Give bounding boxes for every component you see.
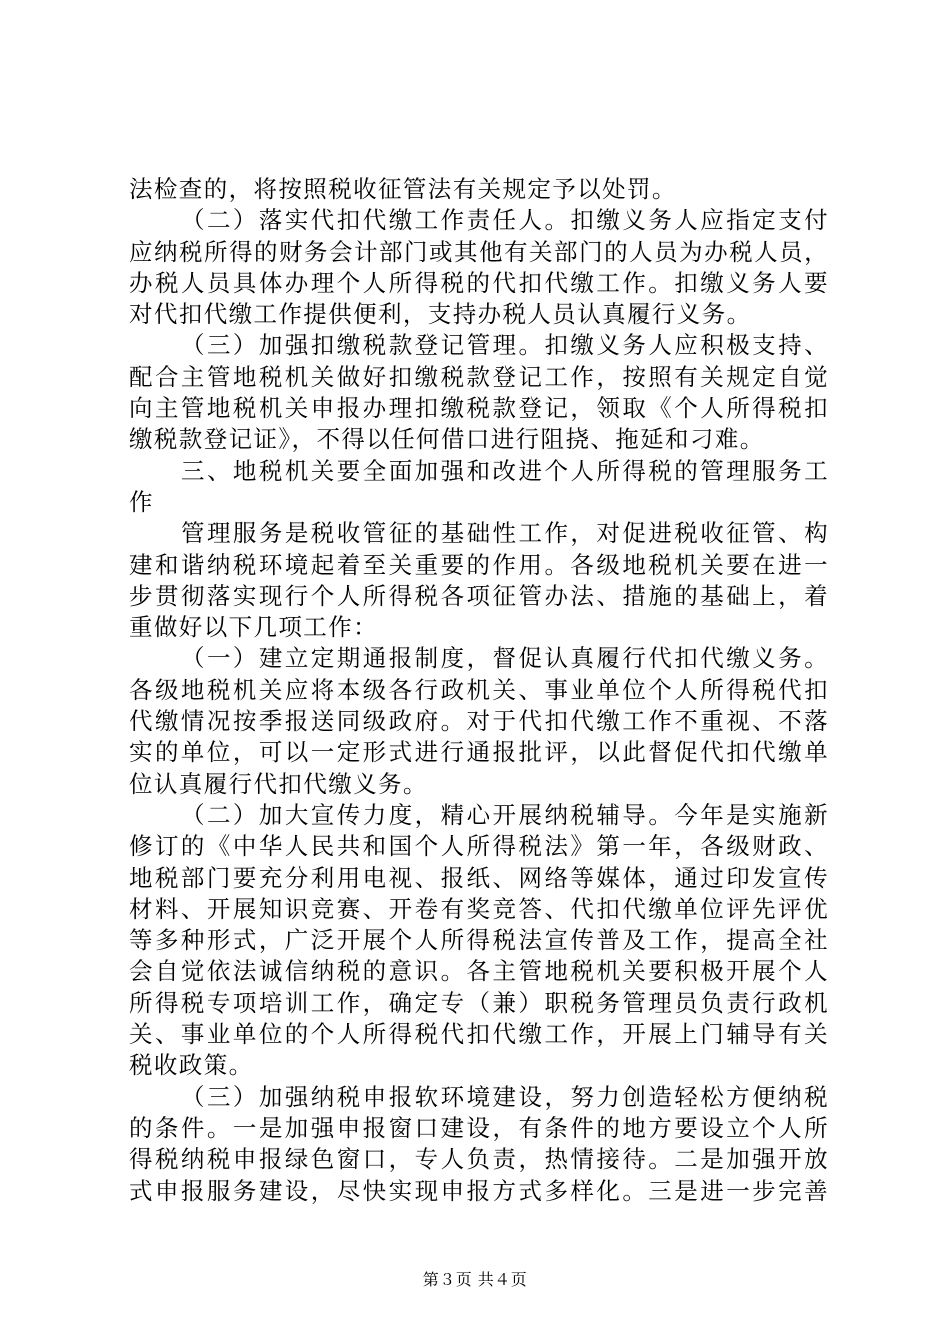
text-line: 三、地税机关要全面加强和改进个人所得税的管理服务工 [181,456,829,485]
text-line: 重做好以下几项工作： [129,613,378,642]
text-line: 式申报服务建设，尽快实现申报方式多样化。三是进一步完善 [129,1176,829,1205]
text-line: 实的单位，可以一定形式进行通报批评，以此督促代扣代缴单 [129,738,829,767]
text-line: 会自觉依法诚信纳税的意识。各主管地税机关要积极开展个人 [129,957,829,986]
text-line: （二）加大宣传力度，精心开展纳税辅导。今年是实施新 [181,800,829,829]
text-line: 各级地税机关应将本级各行政机关、事业单位个人所得税代扣 [129,675,829,704]
text-line: （二）落实代扣代缴工作责任人。扣缴义务人应指定支付 [181,206,829,235]
text-line: 应纳税所得的财务会计部门或其他有关部门的人员为办税人员， [129,237,829,266]
document-body [129,174,829,1207]
text-line: 缴税款登记证》，不得以任何借口进行阻挠、拖延和刁难。 [129,425,765,454]
text-line: 关、事业单位的个人所得税代扣代缴工作，开展上门辅导有关 [129,1020,829,1049]
text-line: 法检查的，将按照税收征管法有关规定予以处罚。 [129,175,677,203]
text-line: 材料、开展知识竞赛、开卷有奖竞答、代扣代缴单位评先评优 [129,894,829,923]
text-line: 税收政策。 [129,1051,254,1080]
page-footer: 第３页 共４页 [422,1270,528,1289]
text-line: 配合主管地税机关做好扣缴税款登记工作，按照有关规定自觉 [129,362,829,391]
text-line: 办税人员具体办理个人所得税的代扣代缴工作。扣缴义务人要 [129,268,829,297]
text-line: 代缴情况按季报送同级政府。对于代扣代缴工作不重视、不落 [129,707,829,736]
text-line: 作 [129,487,154,516]
text-line: 管理服务是税收管征的基础性工作，对促进税收征管、构 [181,519,829,548]
text-line: 建和谐纳税环境起着至关重要的作用。各级地税机关要在进一 [129,550,829,579]
text-line: 步贯彻落实现行个人所得税各项征管办法、措施的基础上，着 [129,581,829,610]
text-line: 得税纳税申报绿色窗口，专人负责，热情接待。二是加强开放 [129,1145,829,1174]
text-line: 所得税专项培训工作，确定专（兼）职税务管理员负责行政机 [129,988,829,1017]
text-line: （三）加强扣缴税款登记管理。扣缴义务人应积极支持、 [181,331,829,360]
text-line: （三）加强纳税申报软环境建设，努力创造轻松方便纳税 [181,1082,829,1111]
text-line: 修订的《中华人民共和国个人所得税法》第一年，各级财政、 [129,832,829,861]
text-line: 等多种形式，广泛开展个人所得税法宣传普及工作，提高全社 [129,926,829,955]
text-line: 的条件。一是加强申报窗口建设，有条件的地方要设立个人所 [129,1113,829,1142]
text-line: 地税部门要充分利用电视、报纸、网络等媒体，通过印发宣传 [129,863,829,892]
text-line: 对代扣代缴工作提供便利，支持办税人员认真履行义务。 [129,300,752,329]
text-line: 位认真履行代扣代缴义务。 [129,769,428,798]
text-line: （一）建立定期通报制度，督促认真履行代扣代缴义务。 [181,644,829,673]
text-line: 向主管地税机关申报办理扣缴税款登记，领取《个人所得税扣 [129,394,829,423]
